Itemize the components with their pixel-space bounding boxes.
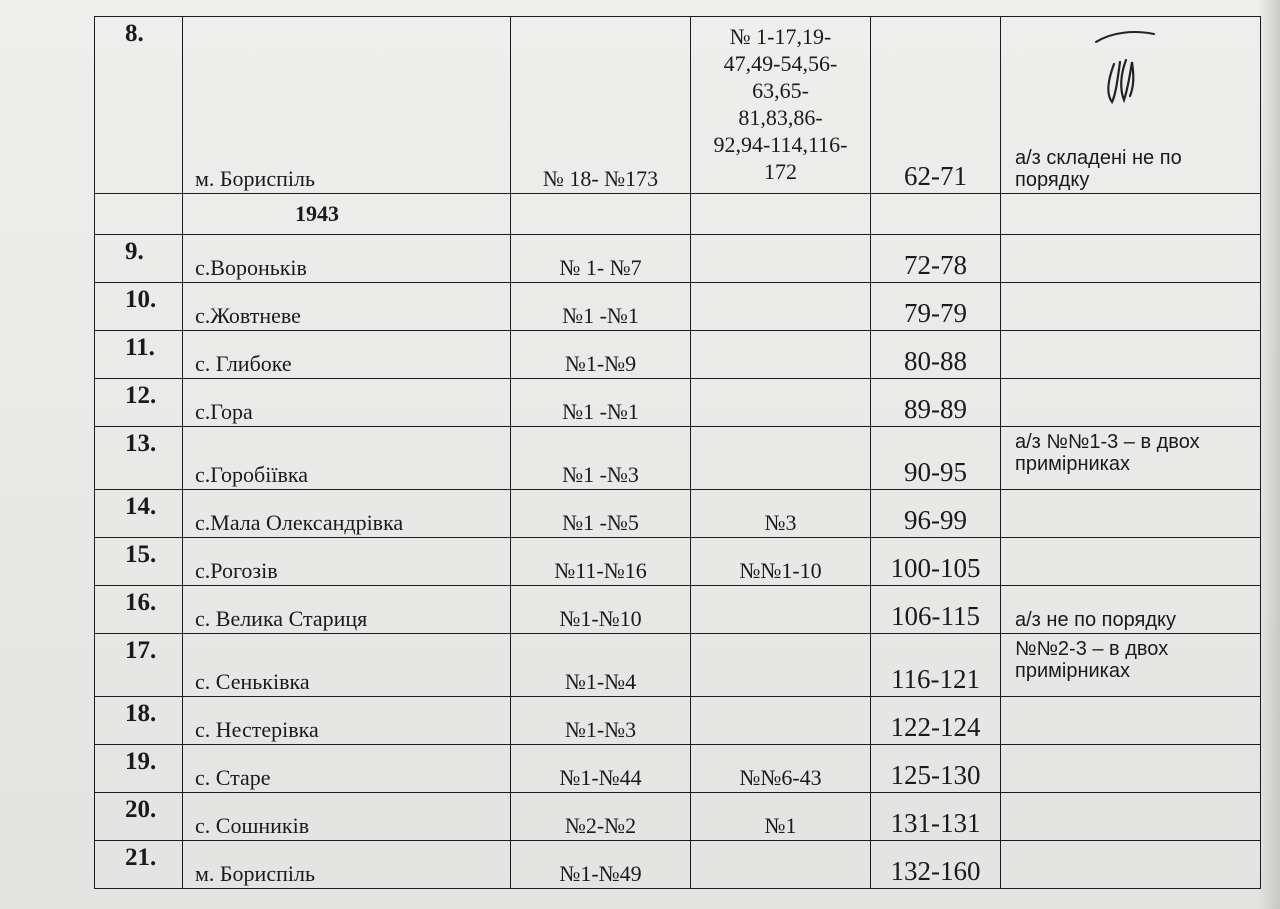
missing-records — [691, 697, 871, 745]
missing-records — [691, 586, 871, 634]
table-row — [95, 586, 1261, 634]
table-row — [95, 331, 1261, 379]
record-range: №11-№16 — [511, 538, 691, 586]
sheet-numbers: 90-95 — [871, 427, 1001, 490]
empty-cell — [95, 194, 183, 235]
note — [1001, 538, 1261, 586]
row-number: 9. — [95, 235, 183, 283]
table-row — [95, 538, 1261, 586]
sheet-numbers: 62-71 — [871, 17, 1001, 194]
missing-records — [691, 379, 871, 427]
table-row — [95, 841, 1261, 889]
empty-cell — [1001, 194, 1261, 235]
record-range: №1-№4 — [511, 634, 691, 697]
note — [1001, 331, 1261, 379]
table-row — [95, 427, 1261, 490]
row-number: 14. — [95, 490, 183, 538]
sheet-numbers: 100-105 — [871, 538, 1001, 586]
sheet-numbers: 80-88 — [871, 331, 1001, 379]
sheet-numbers: 131-131 — [871, 793, 1001, 841]
record-range: №1-№44 — [511, 745, 691, 793]
row-number: 12. — [95, 379, 183, 427]
missing-records: № 1-17,19- 47,49-54,56- 63,65- 81,83,86- 92,94-114,116- 172 — [691, 17, 871, 194]
missing-records: №3 — [691, 490, 871, 538]
record-range: №1 -№5 — [511, 490, 691, 538]
missing-records — [691, 235, 871, 283]
sheet-numbers: 125-130 — [871, 745, 1001, 793]
place-name: с.Жовтневе — [183, 283, 511, 331]
table-row — [95, 634, 1261, 697]
record-range: №1 -№1 — [511, 283, 691, 331]
table-row — [95, 379, 1261, 427]
place-name: м. Бориспіль — [183, 17, 511, 194]
place-name: м. Бориспіль — [183, 841, 511, 889]
row-number: 19. — [95, 745, 183, 793]
note — [1001, 490, 1261, 538]
place-name: с.Мала Олександрівка — [183, 490, 511, 538]
note — [1001, 235, 1261, 283]
sheet-numbers: 106-115 — [871, 586, 1001, 634]
place-name: с. Старе — [183, 745, 511, 793]
row-number: 10. — [95, 283, 183, 331]
record-range: № 1- №7 — [511, 235, 691, 283]
row-number: 18. — [95, 697, 183, 745]
table-row — [95, 745, 1261, 793]
missing-records — [691, 634, 871, 697]
record-range: №1 -№1 — [511, 379, 691, 427]
year-row — [95, 194, 1261, 235]
place-name: с. Сошників — [183, 793, 511, 841]
missing-records — [691, 427, 871, 490]
sheet-numbers: 116-121 — [871, 634, 1001, 697]
sheet-numbers: 89-89 — [871, 379, 1001, 427]
missing-records — [691, 331, 871, 379]
note — [1001, 283, 1261, 331]
missing-records — [691, 841, 871, 889]
row-number: 17. — [95, 634, 183, 697]
place-name: с.Рогозів — [183, 538, 511, 586]
note: а/з не по порядку — [1001, 586, 1261, 634]
archive-inventory-table — [94, 16, 1261, 889]
record-range: №1-№3 — [511, 697, 691, 745]
handwritten-signature — [1090, 24, 1160, 104]
note — [1001, 745, 1261, 793]
row-number: 8. — [95, 17, 183, 194]
empty-cell — [511, 194, 691, 235]
row-number: 21. — [95, 841, 183, 889]
record-range: №2-№2 — [511, 793, 691, 841]
year-header: 1943 — [183, 194, 511, 235]
table-row — [95, 235, 1261, 283]
page-edge-shadow — [1258, 0, 1280, 909]
place-name: с. Велика Стариця — [183, 586, 511, 634]
missing-records — [691, 283, 871, 331]
missing-records: №№1-10 — [691, 538, 871, 586]
row-number: 15. — [95, 538, 183, 586]
missing-records: №№6-43 — [691, 745, 871, 793]
place-name: с.Вороньків — [183, 235, 511, 283]
place-name: с.Горобіївка — [183, 427, 511, 490]
place-name: с.Гора — [183, 379, 511, 427]
place-name: с. Нестерівка — [183, 697, 511, 745]
note: а/з №№1-3 – в двох примірниках — [1001, 427, 1261, 490]
record-range: №1-№49 — [511, 841, 691, 889]
sheet-numbers: 96-99 — [871, 490, 1001, 538]
note: №№2-3 – в двох примірниках — [1001, 634, 1261, 697]
note: а/з складені не по порядку — [1001, 17, 1261, 194]
row-number: 20. — [95, 793, 183, 841]
record-range: №1-№10 — [511, 586, 691, 634]
sheet-numbers: 122-124 — [871, 697, 1001, 745]
table-row — [95, 490, 1261, 538]
note — [1001, 841, 1261, 889]
sheet-numbers: 72-78 — [871, 235, 1001, 283]
place-name: с. Глибоке — [183, 331, 511, 379]
row-number: 13. — [95, 427, 183, 490]
note — [1001, 697, 1261, 745]
record-range: № 18- №173 — [511, 17, 691, 194]
table-row — [95, 17, 1261, 194]
table-row — [95, 697, 1261, 745]
record-range: №1 -№3 — [511, 427, 691, 490]
row-number: 11. — [95, 331, 183, 379]
sheet-numbers: 79-79 — [871, 283, 1001, 331]
table-row — [95, 283, 1261, 331]
empty-cell — [691, 194, 871, 235]
note — [1001, 379, 1261, 427]
empty-cell — [871, 194, 1001, 235]
note — [1001, 793, 1261, 841]
place-name: с. Сеньківка — [183, 634, 511, 697]
row-number: 16. — [95, 586, 183, 634]
sheet-numbers: 132-160 — [871, 841, 1001, 889]
missing-records: №1 — [691, 793, 871, 841]
record-range: №1-№9 — [511, 331, 691, 379]
table-row — [95, 793, 1261, 841]
